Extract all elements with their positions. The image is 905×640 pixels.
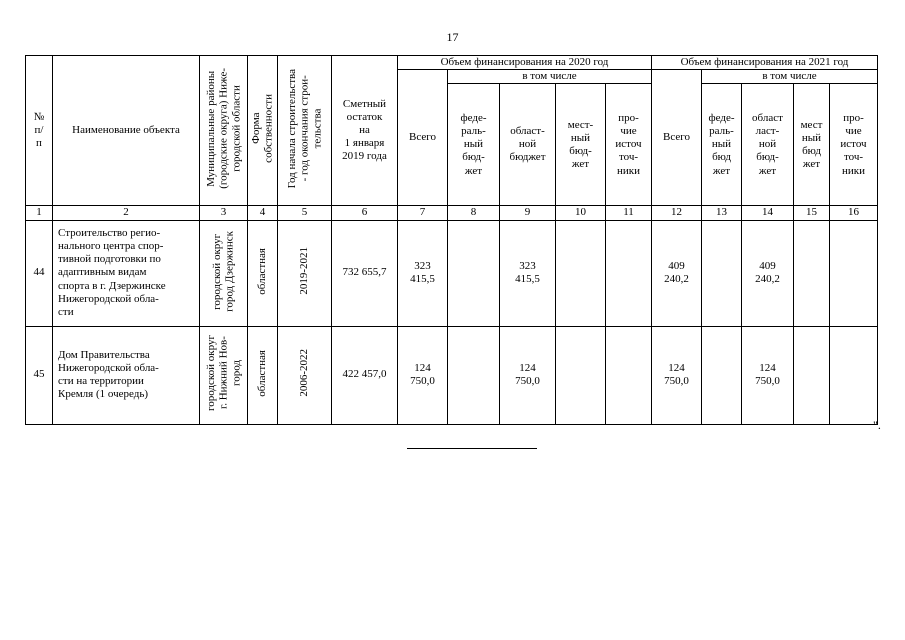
total-2021: 409 240,2 <box>652 220 702 326</box>
column-number: 15 <box>794 206 830 220</box>
financing-table <box>25 55 878 425</box>
header-local-2020: мест- ный бюд- жет <box>556 84 606 206</box>
header-remainder: Сметный остаток на 1 января 2019 года <box>332 56 398 206</box>
federal-2020 <box>448 220 500 326</box>
header-ownership: Форма собственности <box>248 56 278 206</box>
local-2021 <box>794 220 830 326</box>
header-including-2020: в том числе <box>448 70 652 84</box>
header-other-2020: про- чие источ точ- ники <box>606 84 652 206</box>
column-number: 12 <box>652 206 702 220</box>
column-number: 4 <box>248 206 278 220</box>
ownership: областная <box>248 326 278 424</box>
object-name: Строительство регио- нального центра спор- тивной подготовки по адаптивным видам спорта в г. Дзержинске Нижегородской обла- сти <box>53 220 200 326</box>
column-number: 8 <box>448 206 500 220</box>
header-total-2020: Всего <box>398 70 448 206</box>
regional-2021: 124 750,0 <box>742 326 794 424</box>
other-2020 <box>606 326 652 424</box>
regional-2020: 124 750,0 <box>500 326 556 424</box>
header-financing-2020: Объем финансирования на 2020 год <box>398 56 652 70</box>
table-row <box>26 326 878 424</box>
column-number: 7 <box>398 206 448 220</box>
federal-2021 <box>702 220 742 326</box>
ownership: областная <box>248 220 278 326</box>
column-number: 5 <box>278 206 332 220</box>
column-numbers-row <box>26 206 878 220</box>
local-2020 <box>556 220 606 326</box>
municipality: городской округ г. Нижний Нов- город <box>200 326 248 424</box>
total-2020: 124 750,0 <box>398 326 448 424</box>
column-number: 11 <box>606 206 652 220</box>
local-2021 <box>794 326 830 424</box>
federal-2021 <box>702 326 742 424</box>
table-row <box>26 220 878 326</box>
column-number: 2 <box>53 206 200 220</box>
row-num: 45 <box>26 326 53 424</box>
regional-2021: 409 240,2 <box>742 220 794 326</box>
header-including-2021: в том числе <box>702 70 878 84</box>
header-local-2021: мест ный бюд жет <box>794 84 830 206</box>
header-federal-2020: феде- раль- ный бюд- жет <box>448 84 500 206</box>
page-number: 17 <box>446 30 459 44</box>
estimated-remainder: 422 457,0 <box>332 326 398 424</box>
column-number: 13 <box>702 206 742 220</box>
other-2021 <box>830 220 878 326</box>
row-num: 44 <box>26 220 53 326</box>
regional-2020: 323 415,5 <box>500 220 556 326</box>
column-number: 6 <box>332 206 398 220</box>
column-number: 14 <box>742 206 794 220</box>
header-name: Наименование объекта <box>53 56 200 206</box>
total-2020: 323 415,5 <box>398 220 448 326</box>
closing-quote-mark: ". <box>873 418 881 432</box>
header-regional-2021: област ласт- ной бюд- жет <box>742 84 794 206</box>
column-number: 1 <box>26 206 53 220</box>
header-federal-2021: феде- раль- ный бюд жет <box>702 84 742 206</box>
column-number: 10 <box>556 206 606 220</box>
column-number: 16 <box>830 206 878 220</box>
construction-years: 2019-2021 <box>278 220 332 326</box>
other-2020 <box>606 220 652 326</box>
local-2020 <box>556 326 606 424</box>
header-other-2021: про- чие источ точ- ники <box>830 84 878 206</box>
header-financing-2021: Объем финансирования на 2021 год <box>652 56 878 70</box>
total-2021: 124 750,0 <box>652 326 702 424</box>
header-regional-2020: област- ной бюджет <box>500 84 556 206</box>
column-number: 9 <box>500 206 556 220</box>
estimated-remainder: 732 655,7 <box>332 220 398 326</box>
other-2021 <box>830 326 878 424</box>
federal-2020 <box>448 326 500 424</box>
column-number: 3 <box>200 206 248 220</box>
header-municipality: Муниципальные районы (городские округа) Ниже- городской области <box>200 56 248 206</box>
header-num: № п/ п <box>26 56 53 206</box>
separator-line <box>407 448 537 449</box>
header-years: Год начала строительства - год окончания строи- тельства <box>278 56 332 206</box>
object-name: Дом Правительства Нижегородской обла- сти на территории Кремля (1 очередь) <box>53 326 200 424</box>
municipality: городской округ город Дзержинск <box>200 220 248 326</box>
header-total-2021: Всего <box>652 70 702 206</box>
construction-years: 2006-2022 <box>278 326 332 424</box>
